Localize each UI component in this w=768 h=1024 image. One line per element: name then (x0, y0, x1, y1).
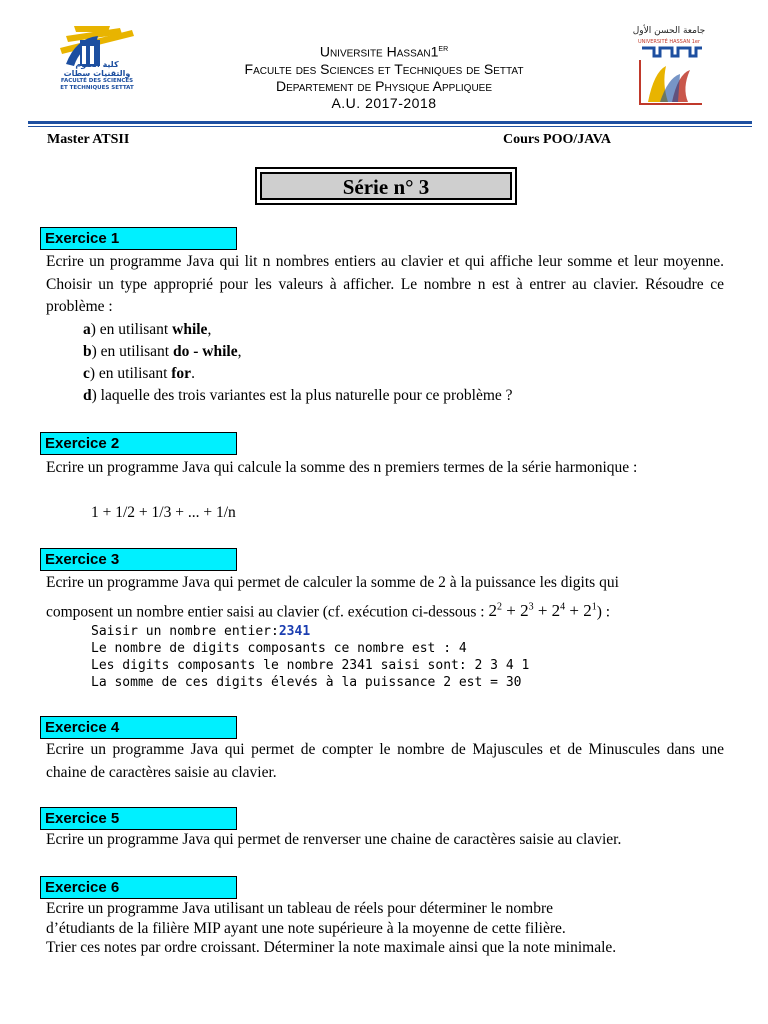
department-name: Departement de Physique Appliquee (275, 77, 493, 94)
formula-base: 2 (488, 601, 497, 621)
exercise-3-line-2-text: composent un nombre entier saisi au clavier (cf. exécution ci-dessous : (46, 603, 489, 621)
exercise-1-item-b (83, 341, 241, 363)
institution-header (150, 40, 618, 112)
series-title-box (255, 167, 517, 205)
university-logo (618, 22, 718, 122)
console-prompt: Saisir un nombre entier: (91, 624, 279, 639)
logo-arabic-line-2: والتقنيات سطات (63, 69, 131, 78)
item-letter: d (83, 387, 92, 404)
exercise-4-statement: Ecrire un programme Java qui permet de compter le nombre de Majuscules et de Minuscules dans une chaine de caractères saisie au clavier. (46, 741, 724, 781)
university-logo-arabic: جامعة الحسن الأول (632, 26, 706, 36)
series-title: Série n° 3 (260, 172, 512, 200)
course-program: Master ATSII (47, 132, 130, 147)
formula-exp: 3 (528, 601, 534, 613)
item-keyword: while (172, 321, 208, 338)
exercise-6-line-1: Ecrire un programme Java utilisant un tableau de réels pour déterminer le nombre (46, 900, 554, 917)
university-name-sup: er (438, 43, 449, 54)
faculty-name: Faculte des Sciences et Techniques de Settat (244, 60, 524, 77)
item-punct: . (191, 365, 195, 382)
item-text: ) en utilisant (91, 343, 173, 360)
item-letter: a (83, 321, 91, 338)
header-rule-thin (28, 126, 752, 127)
item-letter: c (83, 365, 90, 382)
formula-exp: 1 (591, 601, 597, 613)
console-output (91, 623, 529, 691)
exercise-3-line-2 (46, 597, 724, 624)
console-input: 2341 (278, 624, 311, 639)
item-punct: , (207, 321, 212, 338)
exercise-3-formula (488, 601, 596, 620)
item-letter: b (83, 343, 92, 360)
item-text: ) en utilisant (90, 321, 173, 338)
university-logo-french: UNIVERSITÉ HASSAN 1er (637, 39, 701, 45)
formula-tail: ) : (596, 603, 611, 621)
faculty-logo (36, 18, 156, 118)
formula-base: + 2 (565, 601, 592, 621)
item-text: ) laquelle des trois variantes est la plus naturelle pour ce problème ? (91, 387, 513, 404)
exercise-1-item-a (83, 319, 211, 341)
logo-arabic-line-1: كلية العلوم (75, 60, 119, 69)
university-name (150, 40, 618, 61)
item-text: ) en utilisant (89, 365, 172, 382)
formula-exp: 2 (496, 601, 502, 613)
logo-french-line-2: ET TECHNIQUES SETTAT (60, 85, 134, 91)
exercise-5-heading: Exercice 5 (40, 807, 237, 830)
university-name-text: Universite Hassan1 (319, 43, 439, 60)
exercise-4-heading: Exercice 4 (40, 716, 237, 739)
exercise-1-item-c (83, 363, 195, 385)
console-line-3: Les digits composants le nombre 2341 saisi sont: 2 3 4 1 (91, 658, 530, 673)
console-line-4: La somme de ces digits élevés à la puissance 2 est = 30 (91, 675, 522, 690)
item-keyword: do - while (173, 343, 238, 360)
exercise-3-statement (46, 572, 724, 624)
exercise-1-statement: Ecrire un programme Java qui lit n nombres entiers au clavier et qui affiche leur somme et leur moyenne. Choisir un type approprié pour les valeurs à afficher. Le nombre n est à entrer au clavier. Résoudre ce problème : (46, 253, 724, 315)
exercise-2-heading: Exercice 2 (40, 432, 237, 455)
item-keyword: for (171, 365, 192, 382)
formula-base: + 2 (501, 601, 529, 621)
exercise-6-line-2: d’étudiants de la filière MIP ayant une note supérieure à la moyenne de cette filière. (46, 919, 566, 937)
header-rule-thick (28, 121, 752, 124)
course-name: Cours POO/JAVA (503, 132, 612, 147)
console-line-2: Le nombre de digits composants ce nombre est : 4 (91, 641, 467, 656)
academic-year: A.U. 2017-2018 (331, 94, 437, 111)
exercise-1-heading: Exercice 1 (40, 227, 237, 250)
logo-french-line-1: FACULTÉ DES SCIENCES (60, 78, 134, 84)
exercise-3-heading: Exercice 3 (40, 548, 237, 571)
exercise-2-formula: 1 + 1/2 + 1/3 + ... + 1/n (91, 504, 236, 521)
exercise-6-heading: Exercice 6 (40, 876, 237, 899)
formula-exp: 4 (560, 601, 566, 613)
exercise-3-line-1: Ecrire un programme Java qui permet de calculer la somme de 2 à la puissance les digits qui (46, 574, 619, 591)
exercise-5-statement: Ecrire un programme Java qui permet de renverser une chaine de caractères saisie au clavier. (46, 831, 622, 848)
exercise-1-item-d (83, 385, 513, 407)
formula-base: + 2 (533, 601, 561, 621)
item-punct: , (237, 343, 242, 360)
exercise-6-statement (46, 899, 724, 958)
exercise-2-statement: Ecrire un programme Java qui calcule la somme des n premiers termes de la série harmonique : (46, 459, 638, 476)
exercise-6-line-3: Trier ces notes par ordre croissant. Déterminer la note maximale ainsi que la note minimale. (46, 939, 617, 956)
console-line-1 (91, 623, 529, 640)
